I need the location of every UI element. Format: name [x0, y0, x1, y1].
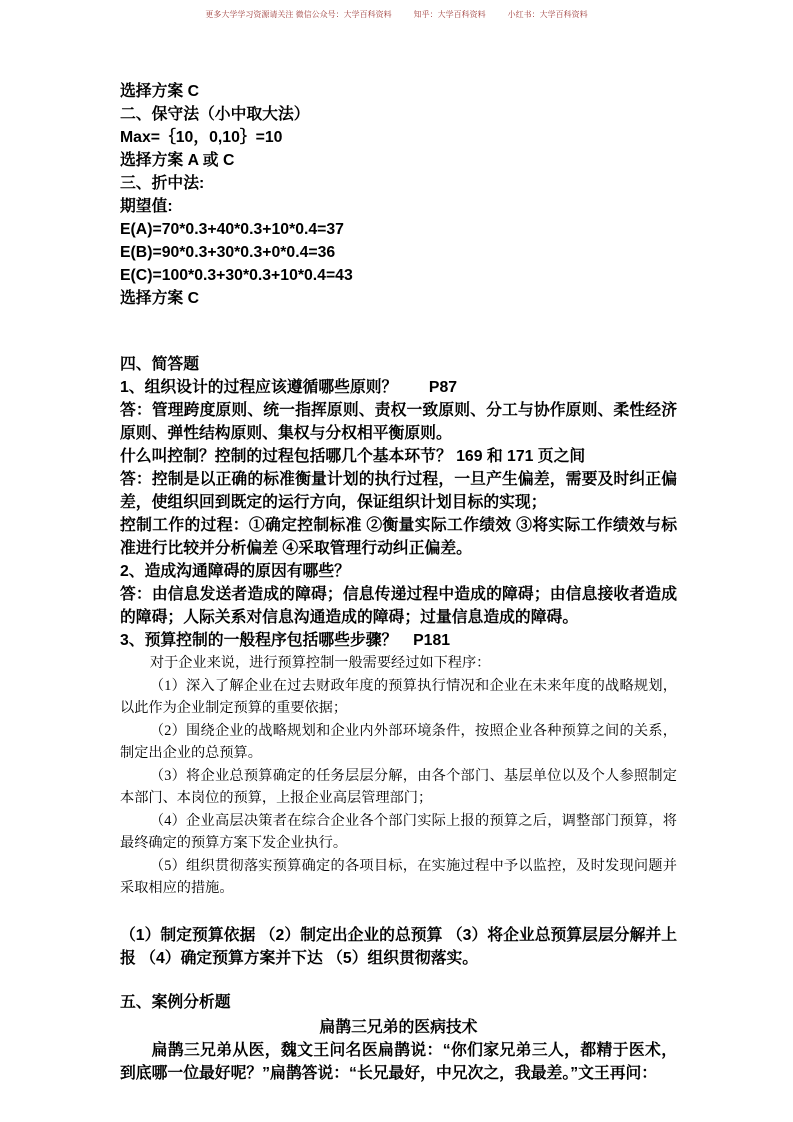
document-body	[120, 80, 677, 1085]
answer-control-definition: 答：控制是以正确的标准衡量计划的执行过程，一旦产生偏差，需要及时纠正偏差，使组织回到既定的运行方向，保证组织计划目标的实现；	[120, 471, 677, 511]
label-expected-value: 期望值:	[120, 198, 173, 215]
question-control: 什么叫控制？控制的过程包括哪几个基本环节？ 169 和 171 页之间	[120, 448, 586, 465]
promo-header	[0, 9, 793, 21]
case-title: 扁鹊三兄弟的医病技术	[319, 1018, 478, 1036]
question-2: 2、造成沟通障碍的原因有哪些？	[120, 563, 350, 580]
heading-compromise-method: 三、折中法:	[120, 175, 205, 192]
promo-xiaohongshu-text: 小红书：大学百科资料	[507, 10, 588, 19]
answer-3-step-2: （2）围绕企业的战略规划和企业内外部环境条件，按照企业各种预算之间的关系，制定出企业的总预算。	[120, 722, 677, 761]
question-1: 1、组织设计的过程应该遵循哪些原则？ P87	[120, 379, 458, 396]
heading-case-analysis-section: 五、案例分析题	[120, 993, 231, 1011]
formula-max: Max=｛10，0,10｝=10	[120, 129, 283, 146]
heading-conservative-method: 二、保守法（小中取大法）	[120, 106, 310, 123]
promo-zhihu-text: 知乎：大学百科资料	[413, 10, 486, 19]
line-select-plan-c-2: 选择方案 C	[120, 290, 199, 307]
answer-3-step-5: （5）组织贯彻落实预算确定的各项目标，在实施过程中予以监控，及时发现问题并采取相应的措施。	[120, 857, 677, 896]
answer-3-intro: 对于企业来说，进行预算控制一般需要经过如下程序：	[149, 655, 491, 671]
answer-3-step-4: （4）企业高层决策者在综合企业各个部门实际上报的预算之后，调整部门预算，将最终确定的预算方案下发企业执行。	[120, 812, 677, 851]
promo-wechat-text: 更多大学学习资源请关注 微信公众号：大学百科资料	[205, 10, 392, 19]
heading-short-answer-section: 四、简答题	[120, 356, 199, 373]
answer-3-summary: （1）制定预算依据 （2）制定出企业的总预算 （3）将企业总预算层层分解并上报 （4）确定预算方案并下达 （5）组织贯彻落实。	[120, 926, 677, 967]
answer-control-process: 控制工作的过程：①确定控制标准 ②衡量实际工作绩效 ③将实际工作绩效与标准进行比较并分析偏差 ④采取管理行动纠正偏差。	[120, 517, 677, 557]
question-3: 3、预算控制的一般程序包括哪些步骤？ P181	[120, 632, 451, 649]
formula-e-a: E(A)=70*0.3+40*0.3+10*0.4=37	[120, 221, 344, 238]
answer-3-step-1: （1）深入了解企业在过去财政年度的预算执行情况和企业在未来年度的战略规划，以此作为企业制定预算的重要依据；	[120, 677, 677, 716]
line-select-plan-c-1: 选择方案 C	[120, 83, 199, 100]
formula-e-b: E(B)=90*0.3+30*0.3+0*0.4=36	[120, 244, 336, 261]
case-paragraph: 扁鹊三兄弟从医，魏文王问名医扁鹊说：“你们家兄弟三人，都精于医术，到底哪一位最好呢？”扁鹊答说：“长兄最好，中兄次之，我最差。”文王再问：	[120, 1041, 677, 1082]
line-select-plan-a-or-c: 选择方案 A 或 C	[120, 152, 235, 169]
formula-e-c: E(C)=100*0.3+30*0.3+10*0.4=43	[120, 267, 353, 284]
answer-2: 答：由信息发送者造成的障碍；信息传递过程中造成的障碍；由信息接收者造成的障碍；人际关系对信息沟通造成的障碍；过量信息造成的障碍。	[120, 586, 677, 626]
answer-3-step-3: （3）将企业总预算确定的任务层层分解，由各个部门、基层单位以及个人参照制定本部门、本岗位的预算，上报企业高层管理部门；	[120, 767, 677, 806]
answer-1: 答：管理跨度原则、统一指挥原则、责权一致原则、分工与协作原则、柔性经济原则、弹性结构原则、集权与分权相平衡原则。	[120, 402, 677, 442]
